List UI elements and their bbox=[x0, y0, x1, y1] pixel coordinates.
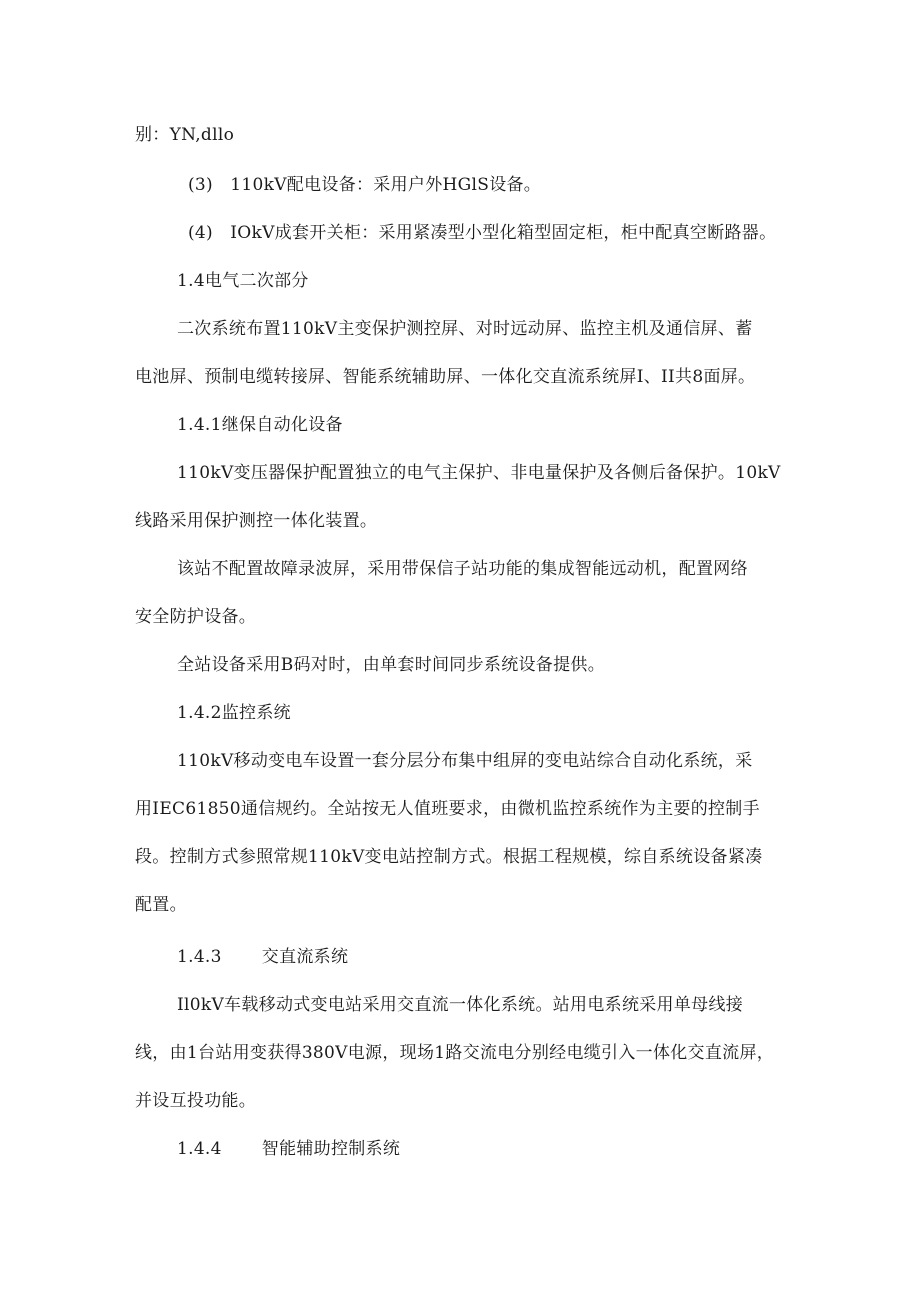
paragraph-line: 安全防护设备。 bbox=[135, 607, 257, 627]
list-item: (3) 110kV配电设备：采用户外HGlS设备。 bbox=[188, 175, 542, 195]
section-heading bbox=[177, 946, 348, 968]
section-heading: 1.4.2监控系统 bbox=[177, 703, 291, 723]
paragraph-line: 线路采用保护测控一体化装置。 bbox=[135, 511, 378, 531]
paragraph-line: 并设互投功能。 bbox=[135, 1091, 257, 1111]
paragraph-line: 段。控制方式参照常规110kV变电站控制方式。根据工程规模，综自系统设备紧凑 bbox=[135, 847, 763, 867]
paragraph-line: 该站不配置故障录波屏，采用带保信子站功能的集成智能远动机，配置网络 bbox=[177, 559, 748, 579]
paragraph-line: 110kV变压器保护配置独立的电气主保护、非电量保护及各侧后备保护。10kV bbox=[177, 463, 781, 483]
section-number: 1.4.4 bbox=[177, 1139, 222, 1159]
paragraph-line: 110kV移动变电车设置一套分层分布集中组屏的变电站综合自动化系统，采 bbox=[177, 751, 753, 771]
paragraph-line: 用IEC61850通信规约。全站按无人值班要求，由微机监控系统作为主要的控制手 bbox=[135, 799, 760, 819]
section-heading bbox=[177, 1138, 400, 1160]
section-title: 交直流系统 bbox=[261, 947, 349, 967]
section-heading: 1.4电气二次部分 bbox=[177, 271, 309, 291]
paragraph-line: 电池屏、预制电缆转接屏、智能系统辅助屏、一体化交直流系统屏I、II共8面屏。 bbox=[135, 367, 756, 387]
paragraph-line: Il0kV车载移动式变电站采用交直流一体化系统。站用电系统采用单母线接 bbox=[177, 995, 744, 1015]
section-heading: 1.4.1继保自动化设备 bbox=[177, 415, 343, 435]
section-number: 1.4.3 bbox=[177, 947, 222, 967]
paragraph-line: 线，由1台站用变获得380V电源，现场1路交流电分别经电缆引入一体化交直流屏， bbox=[135, 1043, 775, 1063]
list-item: (4) IOkV成套开关柜：采用紧凑型小型化箱型固定柜，柜中配真空断路器。 bbox=[188, 223, 777, 243]
paragraph-line: 配置。 bbox=[135, 895, 187, 915]
paragraph-line: 二次系统布置110kV主变保护测控屏、对时远动屏、监控主机及通信屏、蓄 bbox=[177, 319, 753, 339]
section-title: 智能辅助控制系统 bbox=[261, 1139, 401, 1159]
paragraph-line: 全站设备采用B码对时，由单套时间同步系统设备提供。 bbox=[177, 655, 605, 675]
paragraph-line: 别：YN,dllo bbox=[135, 125, 235, 145]
